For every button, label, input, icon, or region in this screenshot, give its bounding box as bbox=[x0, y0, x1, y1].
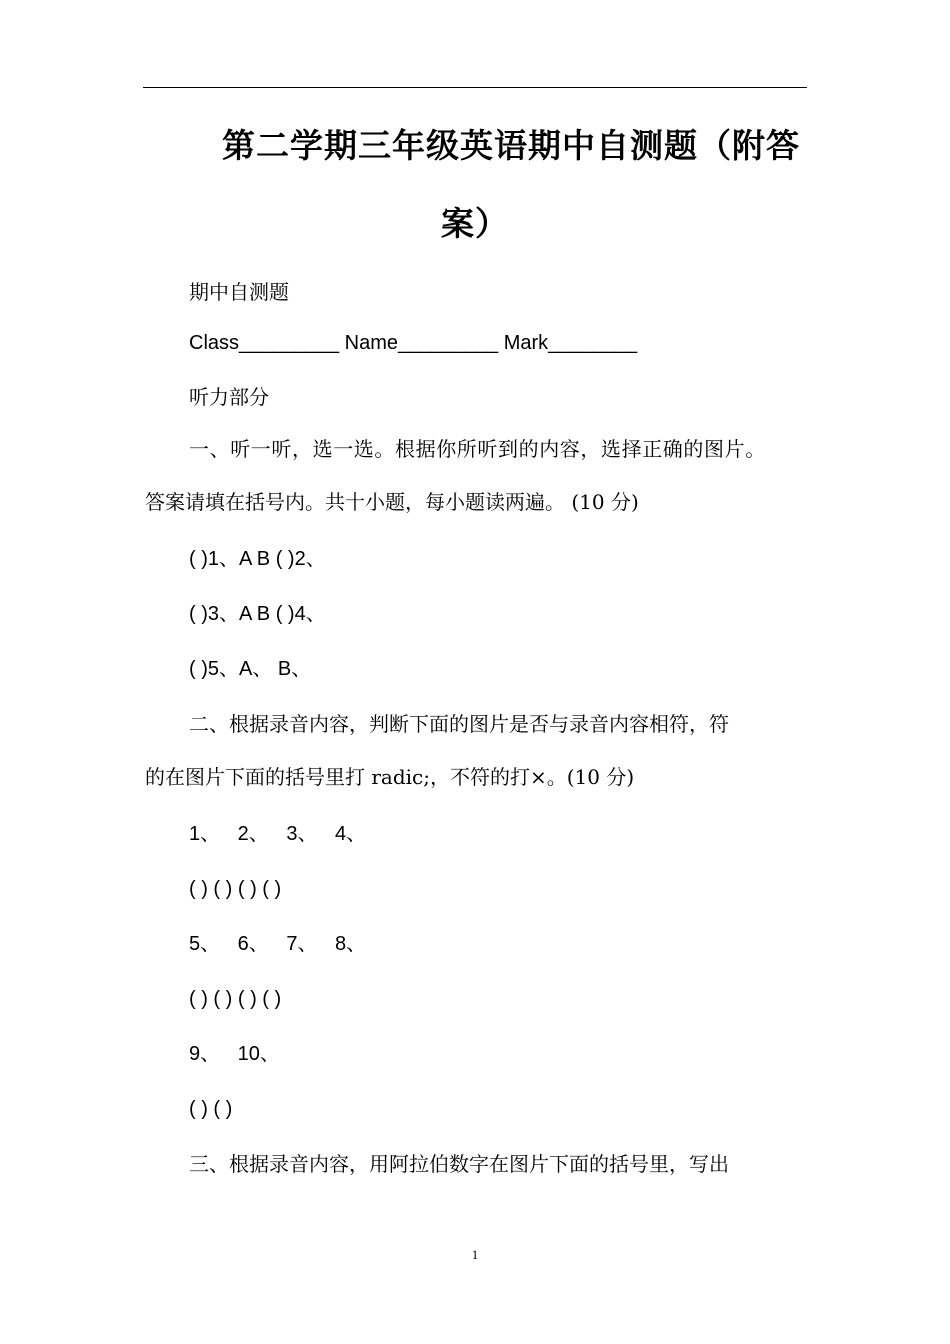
answer-line-1: ( )1、A B ( )2、 bbox=[189, 548, 326, 570]
item-numbers-5-8: 5、 6、 7、 8、 bbox=[189, 933, 367, 955]
answer-brackets-1-4: ( ) ( ) ( ) ( ) bbox=[189, 878, 282, 900]
question-1-instruction-cont: 答案请填在括号内。共十小题，每小题读两遍。 (10 分) bbox=[145, 490, 639, 514]
section-heading-listening: 听力部分 bbox=[189, 385, 269, 409]
document-title-line-2: 案） bbox=[441, 204, 509, 243]
answer-brackets-9-10: ( ) ( ) bbox=[189, 1098, 233, 1120]
question-2-instruction-cont: 的在图片下面的括号里打 radic;，不符的打×。(10 分) bbox=[145, 765, 635, 789]
page-number: 1 bbox=[471, 1247, 479, 1262]
answer-line-3: ( )5、A、 B、 bbox=[189, 658, 312, 680]
section-heading-midterm: 期中自测题 bbox=[189, 280, 289, 304]
document-title-line-1: 第二学期三年级英语期中自测题（附答 bbox=[222, 126, 800, 165]
question-1-instruction: 一、听一听，选一选。根据你所听到的内容，选择正确的图片。 bbox=[189, 437, 766, 461]
item-numbers-9-10: 9、 10、 bbox=[189, 1043, 280, 1065]
answer-brackets-5-8: ( ) ( ) ( ) ( ) bbox=[189, 988, 282, 1010]
question-2-instruction: 二、根据录音内容，判断下面的图片是否与录音内容相符，符 bbox=[189, 712, 729, 736]
question-3-instruction: 三、根据录音内容，用阿拉伯数字在图片下面的括号里，写出 bbox=[189, 1152, 729, 1176]
item-numbers-1-4: 1、 2、 3、 4、 bbox=[189, 823, 367, 845]
student-info-line: Class_________ Name_________ Mark________ bbox=[189, 332, 638, 354]
header-rule bbox=[143, 87, 807, 88]
answer-line-2: ( )3、A B ( )4、 bbox=[189, 603, 326, 625]
